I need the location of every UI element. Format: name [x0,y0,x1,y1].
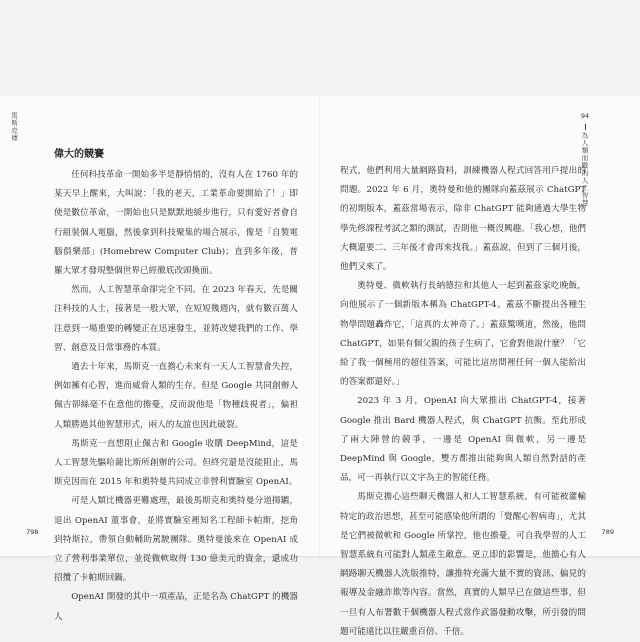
paragraph: 馬斯克一直想阻止佩吉和 Google 收購 DeepMind，這是人工智慧先驅哈薩比斯所創辦的公司。但終究還是沒能阻止，馬斯克因而在 2015 年和奧特曼共同成立非營利實驗室 OpenAI。 [54,438,298,488]
running-head-left: 馬斯克傳 [10,112,18,142]
chapter-title: 為人類而戰的人工智慧 [580,132,589,207]
paragraph: 可是人類比機器更難處理，最後馬斯克和奧特曼分道揚鑣，退出 OpenAI 董事會，並將實驗室裡知名工程師卡帕斯，挖角到特斯拉，帶領自動輔助駕駛團隊。奧特曼後來在 OpenAI 成立了營利事業單位，並從微軟取得 130 億美元的資金，還成功招攬了卡帕斯回鍋。 [54,496,298,584]
paragraph: 然而，人工智慧革命卻完全不同。在 2023 年春天，先是關注科技的人士，接著是一般大眾，在短短幾週內，就有數百萬人注意到一場重要的轉變正在迅速發生，並將改變我們的工作、學習、創意及日常事務的本質。 [54,285,298,353]
left-page-body [54,148,298,627]
page-number-right: 789 [601,528,614,536]
running-head-rule [585,124,586,130]
book-spread [0,96,640,637]
paragraph: OpenAI 開發的其中一項產品，正是名為 ChatGPT 的機器人 [54,592,298,622]
right-page-body [340,162,586,642]
paragraph: 2023 年 3 月，OpenAI 向大眾推出 ChatGPT-4，接著 Google 推出 Bard 機器人程式，與 ChatGPT 抗衡。至此形成了兩大陣營的競爭，一邊是 OpenAI 與微軟，另一邊是 DeepMind 與 Google，雙方都推出能夠與人類自然對話的產品，可一再執行以文字為主的智能任務。 [340,396,586,484]
paragraph: 奧特曼、微軟執行長納德拉和其他人一起到蓋茲家吃晚飯，向他展示了一個新版本稱為 ChatGPT-4。蓋茲不斷提出各種生物學問題轟炸它，「這真的太神奇了。」蓋茲驚嘆道，然後，他問 ChatGPT，如果有個父親的孩子生病了，它會對他說什麼？「它給了我一個極用的超佳答案，可能比這房間裡任何一個人能給出的答案都還好。」 [340,281,586,388]
page-number-left: 798 [26,528,39,536]
paragraph: 過去十年來，馬斯克一直擔心未來有一天人工智慧會失控，例如擁有心智，進而威脅人類的生存。但是 Google 共同創辦人佩吉卻絲毫不在意他的擔憂，反而說他是「物種歧視者」，偏袒人類勝過其他智慧形式，兩人的友誼也因此破裂。 [54,362,298,430]
paragraph: 馬斯克擔心這些聊天機器人和人工智慧系統，有可能被灌輸特定的政治思想，甚至可能感染他所謂的「覺醒心智病毒」，尤其是它們被微軟和 Google 所掌控，他也擔憂，可自我學習的人工智慧系統有可能對人類產生敵意。更立即的影響是，他擔心有人網路聊天機器人洗版推特，讓推特充滿大量不實的資訊、偏見的報導及金融詐欺等內容。當然，真實的人類早已在做這些事，但一旦有人布署數千個機器人程式當作武器發動攻擊，所引發的問題可能遠比以往嚴重百倍、千倍。 [340,492,586,637]
chapter-number: 94 [580,112,590,120]
left-page [0,96,320,622]
paragraph: 程式，他們利用大量網路資料，訓練機器人程式回答用戶提出的問題。2022 年 6 月，奧特曼和他的團隊向蓋茲展示 ChatGPT 的初期版本，蓋茲當場表示，除非 ChatGPT 能夠通過大學生物學先修課程考試之類的測試，否則他一概沒興趣。「我心想，他們大概還要二、三年後才會再來找我。」蓋茲說，但到了三個月後，他們又來了。 [340,166,586,273]
section-heading: 偉大的競賽 [54,149,104,160]
paragraph: 任何科技革命一開始多半是靜悄悄的，沒有人在 1760 年的某天早上醒來，大叫說：「我的老天，工業革命要開始了！」即使是數位革命，一開始也只是默默地緩步進行，只有愛好者會自行組裝個人電腦，然後拿到科技聚集的場合展示，像是「自製電腦俱樂部」(Homebrew Computer Club)；直到多年後，普羅大眾才發現整個世界已經徹底改頭換面。 [54,170,298,277]
right-page [320,96,640,637]
